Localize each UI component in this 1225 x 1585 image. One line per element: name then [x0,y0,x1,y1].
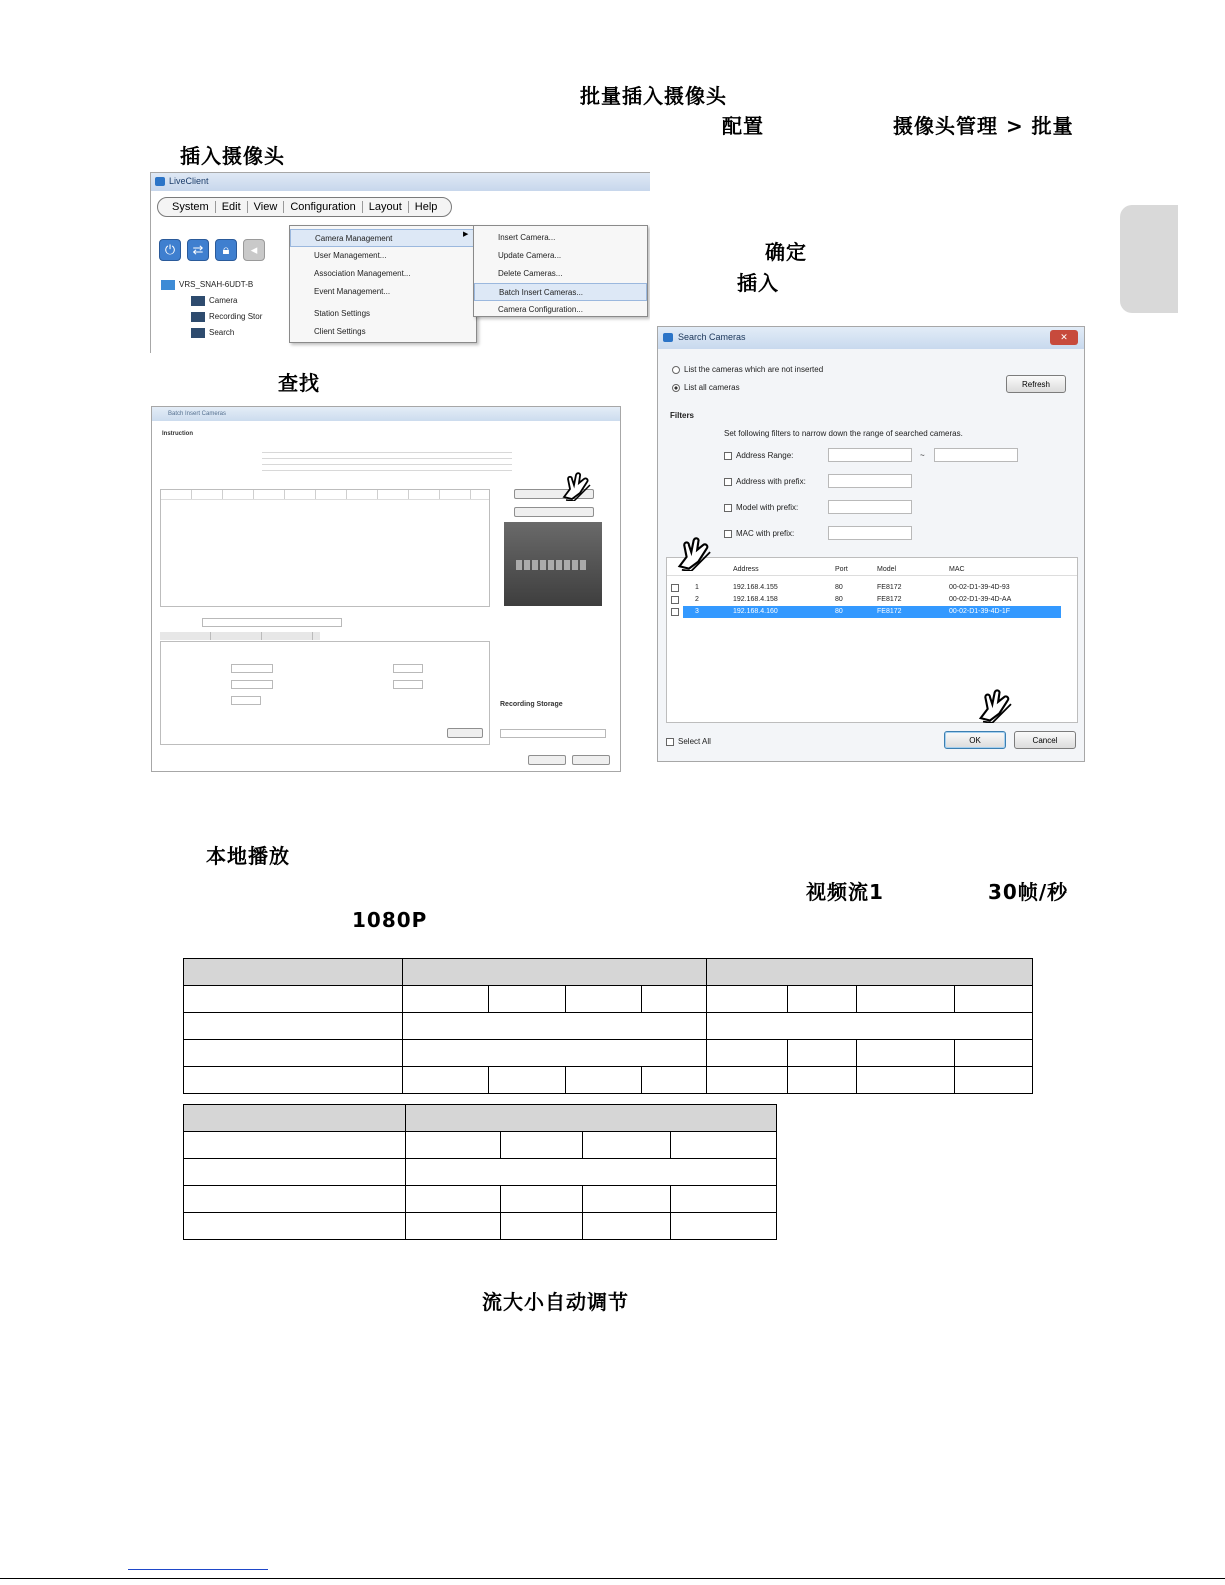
insert-camera-term: 插入摄像头 [180,144,285,168]
camera-management-path: 摄像头管理 > 批量 [893,114,1074,138]
nav-icon[interactable]: ◂ [243,239,265,261]
table-row [184,1040,1033,1067]
table-row [184,1159,777,1186]
load-from-file-button[interactable] [514,507,594,517]
recording-storage-select[interactable] [500,729,606,738]
ok-button[interactable]: OK [944,731,1006,749]
batch-insert-term: 批量插入摄像头 [580,84,727,108]
menu-screenshot [150,172,650,353]
col-port[interactable]: Port [835,566,848,573]
network-icon[interactable]: ⇄ [187,239,209,261]
hand-pointer-icon [674,531,718,571]
liveclient-title: LiveClient [169,176,209,186]
table-header [184,959,1033,986]
tree-recording[interactable]: Recording Stor [161,309,262,325]
address-range-end[interactable] [934,448,1018,462]
device-tree [161,277,262,341]
search-title: Search Cameras [678,332,746,342]
power-icon[interactable]: ⏻ [159,239,181,261]
menu-item-station-settings[interactable]: Station Settings [314,309,371,318]
menu-item-event-management[interactable]: Event Management... [314,287,391,296]
mac-prefix-field[interactable] [828,526,912,540]
spec-table-1 [183,958,1033,1094]
tree-search[interactable]: Search [161,325,262,341]
submenu-camera-configuration[interactable]: Camera Configuration... [498,305,583,314]
camera-name-field[interactable] [202,618,342,627]
menu-view[interactable]: View [248,201,285,213]
configuration-dropdown [289,225,477,343]
submenu-update-camera[interactable]: Update Camera... [498,251,562,260]
fps-term: 30帧/秒 [988,880,1069,904]
table-row [184,1013,1033,1040]
settings-tabs[interactable] [160,632,320,640]
menu-item-user-management[interactable]: User Management... [314,251,387,260]
filter-address-range[interactable]: Address Range: [724,451,793,460]
recording-storage-heading: Recording Storage [500,701,563,708]
footer-link-underline [128,1569,268,1570]
address-range-start[interactable] [828,448,912,462]
menubar [157,197,452,217]
auto-bitrate-term: 流大小自动调节 [482,1290,629,1314]
table-row [184,1186,777,1213]
menu-item-association-management[interactable]: Association Management... [314,269,411,278]
filter-model-prefix[interactable]: Model with prefix: [724,503,798,512]
table-header [184,1105,777,1132]
resolution-term: 1080P [352,908,428,932]
filters-heading: Filters [670,411,695,420]
submenu-arrow-icon: ▶ [463,231,469,238]
table-row[interactable]: 2 192.168.4.158 80 FE8172 00-02-D1-39-4D-AA [667,594,1077,606]
table-row-selected[interactable]: 3 192.168.4.160 80 FE8172 00-02-D1-39-4D-1F [683,606,1061,618]
camera-list-box[interactable] [160,489,490,607]
table-row[interactable]: 1 192.168.4.155 80 FE8172 00-02-D1-39-4D-93 [667,582,1077,594]
col-model[interactable]: Model [877,566,897,573]
menu-item-camera-management[interactable]: Camera Management [290,229,476,247]
model-prefix-field[interactable] [828,500,912,514]
table-header [667,564,1077,576]
cancel-button[interactable]: Cancel [1014,731,1076,749]
local-playback-title: 本地播放 [206,844,290,868]
search-cameras-screenshot [657,326,1085,762]
table-row [184,1132,777,1159]
brand-logo-panel [504,522,602,606]
lock-icon[interactable]: 🔒︎ [215,239,237,261]
spec-table-2 [183,1104,777,1240]
liveclient-titlebar [151,173,650,191]
hand-pointer-icon [976,683,1018,723]
filter-address-prefix[interactable]: Address with prefix: [724,477,806,486]
batch-insert-screenshot [151,406,621,772]
menu-edit[interactable]: Edit [216,201,248,213]
menu-system[interactable]: System [166,201,216,213]
select-all-checkbox[interactable]: Select All [666,737,711,746]
option-not-inserted[interactable]: List the cameras which are not inserted [672,365,823,374]
stream1-term: 视频流1 [806,880,884,904]
table-row [184,1067,1033,1094]
app-icon [155,177,165,186]
camera-submenu [473,225,648,317]
tree-root[interactable]: VRS_SNAH-6UDT-B [161,277,262,293]
submenu-batch-insert-cameras[interactable]: Batch Insert Cameras... [474,283,647,301]
instruction-text [262,447,512,473]
batch-title: Batch Insert Cameras [168,411,227,417]
footer-rule [0,1578,1225,1579]
menu-layout[interactable]: Layout [363,201,409,213]
submenu-delete-cameras[interactable]: Delete Cameras... [498,269,563,278]
config-term: 配置 [722,114,764,138]
col-address[interactable]: Address [733,566,759,573]
batch-titlebar [152,407,620,421]
connection-settings-panel [160,641,490,745]
option-all[interactable]: List all cameras [672,383,740,392]
row-checkbox[interactable] [671,608,679,616]
chapter-side-tab [1120,205,1178,313]
menu-item-client-settings[interactable]: Client Settings [314,327,366,336]
insert-term: 插入 [737,271,779,295]
tree-camera[interactable]: Camera [161,293,262,309]
ok-term: 确定 [765,240,807,264]
app-icon [663,333,673,342]
menu-help[interactable]: Help [414,201,438,213]
search-titlebar [658,327,1084,349]
menu-configuration[interactable]: Configuration [284,201,362,213]
close-icon[interactable]: ✕ [1050,330,1078,345]
find-term: 查找 [278,371,320,395]
address-prefix-field[interactable] [828,474,912,488]
submenu-insert-camera[interactable]: Insert Camera... [498,233,556,242]
filter-mac-prefix[interactable]: MAC with prefix: [724,529,794,538]
table-row [184,986,1033,1013]
close-button[interactable] [572,755,610,765]
table-row [184,1213,777,1240]
col-mac[interactable]: MAC [949,566,965,573]
refresh-button[interactable]: Refresh [1006,375,1066,393]
instruction-heading: Instruction [162,431,193,437]
range-dash: ~ [920,451,925,460]
insert-button[interactable] [528,755,566,765]
hand-pointer-icon [560,467,596,501]
filters-hint: Set following filters to narrow down the range of searched cameras. [724,429,963,438]
